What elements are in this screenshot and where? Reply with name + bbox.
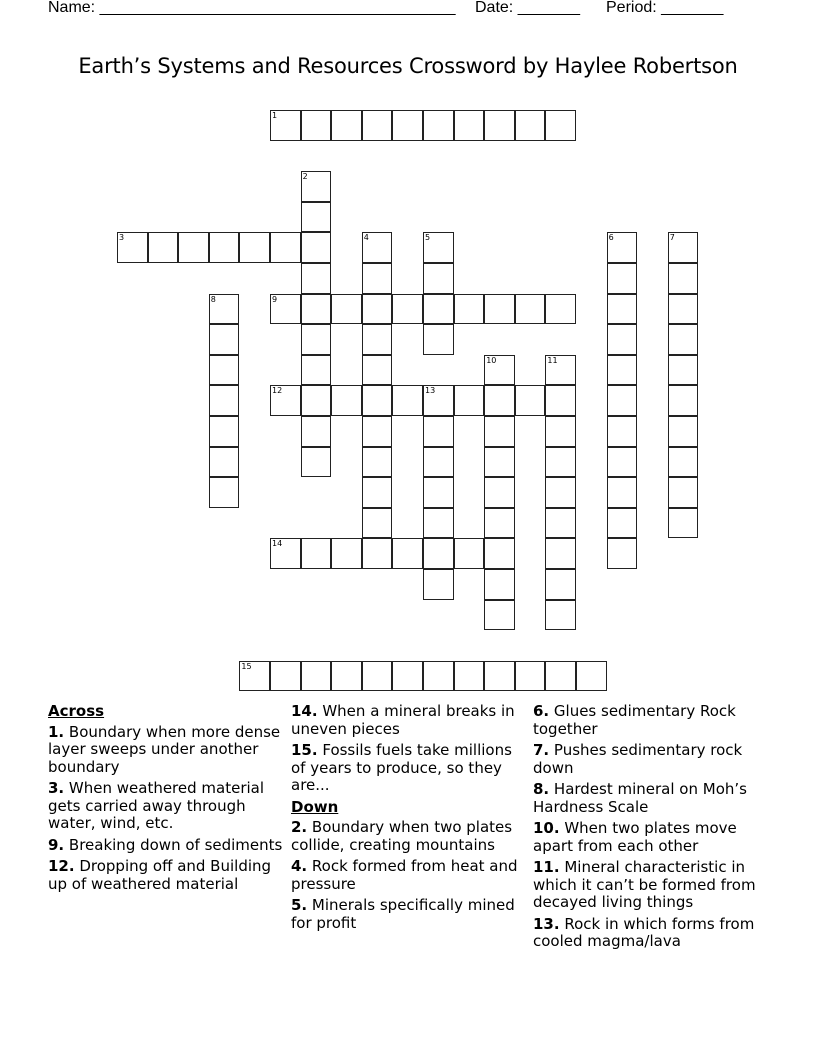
grid-cell[interactable] xyxy=(607,447,638,478)
grid-cell[interactable] xyxy=(423,263,454,294)
clue-column-3 xyxy=(533,703,769,955)
grid-cell[interactable] xyxy=(301,294,332,325)
clue-number: 12. xyxy=(48,857,75,875)
clue-number-6: 6 xyxy=(608,233,614,243)
clue-item xyxy=(48,724,284,777)
clue-number-15: 15 xyxy=(241,661,252,671)
clue-column-2 xyxy=(291,703,527,936)
clue-column-1 xyxy=(48,703,284,897)
grid-cell[interactable] xyxy=(454,110,485,141)
grid-cell[interactable] xyxy=(331,661,362,692)
grid-cell[interactable] xyxy=(362,508,393,539)
grid-cell[interactable] xyxy=(423,661,454,692)
grid-cell[interactable] xyxy=(423,110,454,141)
grid-cell[interactable] xyxy=(545,477,576,508)
grid-cell[interactable] xyxy=(209,416,240,447)
grid-cell[interactable] xyxy=(484,416,515,447)
clue-item xyxy=(48,858,284,893)
grid-cell[interactable] xyxy=(209,324,240,355)
clue-number: 5. xyxy=(291,896,308,914)
grid-cell[interactable] xyxy=(423,416,454,447)
grid-cell[interactable] xyxy=(484,110,515,141)
clue-item xyxy=(291,858,527,893)
grid-cell[interactable] xyxy=(362,447,393,478)
clue-number: 1. xyxy=(48,722,65,741)
grid-cell[interactable] xyxy=(484,385,515,416)
grid-cell[interactable] xyxy=(545,508,576,539)
clue-number: 2. xyxy=(291,818,308,836)
grid-cell[interactable] xyxy=(301,355,332,386)
grid-cell[interactable] xyxy=(301,661,332,692)
grid-cell[interactable] xyxy=(362,263,393,294)
clue-text: Rock formed from heat and pressure xyxy=(291,857,518,893)
grid-cell[interactable] xyxy=(668,385,699,416)
clue-number: 7. xyxy=(533,741,550,759)
grid-cell[interactable] xyxy=(362,232,393,263)
page-title: Earth’s Systems and Resources Crossword by Haylee Robertson xyxy=(78,54,738,78)
clue-number: 3. xyxy=(48,779,65,797)
clue-number: 11. xyxy=(533,858,560,876)
clue-number-8: 8 xyxy=(210,294,216,304)
grid-cell[interactable] xyxy=(484,447,515,478)
grid-cell[interactable] xyxy=(301,538,332,569)
clue-text: Mineral characteristic in which it can’t be formed from decayed living things xyxy=(533,858,756,911)
clue-number: 6. xyxy=(533,702,550,720)
grid-cell[interactable] xyxy=(270,661,301,692)
clue-text: Boundary when more dense layer sweeps under another boundary xyxy=(48,722,281,776)
grid-cell[interactable] xyxy=(362,385,393,416)
grid-cell[interactable] xyxy=(484,477,515,508)
grid-cell[interactable] xyxy=(209,355,240,386)
clue-item xyxy=(48,837,284,855)
grid-cell[interactable] xyxy=(423,232,454,263)
grid-cell[interactable] xyxy=(362,294,393,325)
grid-cell[interactable] xyxy=(484,294,515,325)
grid-cell[interactable] xyxy=(392,661,423,692)
grid-cell[interactable] xyxy=(331,110,362,141)
grid-cell[interactable] xyxy=(362,477,393,508)
clue-number-14: 14 xyxy=(272,539,283,549)
clue-item xyxy=(533,859,769,912)
clue-text: When weathered material gets carried away through water, wind, etc. xyxy=(48,779,265,832)
grid-cell[interactable] xyxy=(454,385,485,416)
clue-item xyxy=(533,781,769,816)
grid-cell[interactable] xyxy=(545,600,576,631)
grid-cell[interactable] xyxy=(209,477,240,508)
grid-cell[interactable] xyxy=(668,477,699,508)
grid-cell[interactable] xyxy=(576,661,607,692)
clue-number: 15. xyxy=(291,741,318,759)
grid-cell[interactable] xyxy=(301,447,332,478)
date-field: Date: _______ xyxy=(475,0,580,16)
grid-cell[interactable] xyxy=(484,569,515,600)
clue-number-13: 13 xyxy=(425,386,436,396)
grid-cell[interactable] xyxy=(301,110,332,141)
clue-item xyxy=(48,780,284,833)
clue-number: 9. xyxy=(48,835,65,854)
grid-cell[interactable] xyxy=(423,324,454,355)
clue-number-5: 5 xyxy=(425,233,431,243)
grid-cell[interactable] xyxy=(392,110,423,141)
clue-item xyxy=(533,742,769,777)
grid-cell[interactable] xyxy=(270,538,301,569)
grid-cell[interactable] xyxy=(545,416,576,447)
grid-cell[interactable] xyxy=(362,661,393,692)
across-heading: Across xyxy=(48,702,105,720)
grid-cell[interactable] xyxy=(423,385,454,416)
clue-text: Breaking down of sediments xyxy=(64,835,283,854)
grid-cell[interactable] xyxy=(607,232,638,263)
clue-number: 4. xyxy=(291,857,308,875)
clue-number-9: 9 xyxy=(272,294,278,304)
grid-cell[interactable] xyxy=(484,600,515,631)
down-heading: Down xyxy=(291,797,339,816)
clue-text: When two plates move apart from each other xyxy=(533,819,737,855)
grid-cell[interactable] xyxy=(301,263,332,294)
clue-number-7: 7 xyxy=(669,233,675,243)
grid-cell[interactable] xyxy=(545,569,576,600)
grid-cell[interactable] xyxy=(454,294,485,325)
grid-cell[interactable] xyxy=(607,324,638,355)
grid-cell[interactable] xyxy=(423,447,454,478)
grid-cell[interactable] xyxy=(392,294,423,325)
grid-cell[interactable] xyxy=(239,661,270,692)
grid-cell[interactable] xyxy=(515,385,546,416)
grid-cell[interactable] xyxy=(301,202,332,233)
grid-cell[interactable] xyxy=(484,538,515,569)
grid-cell[interactable] xyxy=(362,110,393,141)
grid-cell[interactable] xyxy=(331,294,362,325)
grid-cell[interactable] xyxy=(668,355,699,386)
clue-number-1: 1 xyxy=(272,111,278,120)
clue-number-12: 12 xyxy=(272,386,283,396)
grid-cell[interactable] xyxy=(607,508,638,539)
clue-item xyxy=(291,703,527,738)
grid-cell[interactable] xyxy=(178,232,209,263)
grid-cell[interactable] xyxy=(454,661,485,692)
grid-cell[interactable] xyxy=(331,538,362,569)
grid-cell[interactable] xyxy=(239,232,270,263)
grid-cell[interactable] xyxy=(668,294,699,325)
grid-cell[interactable] xyxy=(545,661,576,692)
grid-cell[interactable] xyxy=(423,294,454,325)
clue-text: Pushes sedimentary rock down xyxy=(533,741,743,777)
grid-cell[interactable] xyxy=(270,110,301,141)
clue-text: Glues sedimentary Rock together xyxy=(533,702,736,738)
grid-cell[interactable] xyxy=(301,171,332,202)
grid-cell[interactable] xyxy=(362,324,393,355)
grid-cell[interactable] xyxy=(148,232,179,263)
grid-cell[interactable] xyxy=(270,294,301,325)
clue-number-10: 10 xyxy=(486,355,497,365)
clue-text: Fossils fuels take millions of years to produce, so they are... xyxy=(291,741,512,794)
grid-cell[interactable] xyxy=(515,294,546,325)
grid-cell[interactable] xyxy=(301,232,332,263)
grid-cell[interactable] xyxy=(423,508,454,539)
grid-cell[interactable] xyxy=(362,538,393,569)
grid-cell[interactable] xyxy=(331,385,362,416)
clue-number: 10. xyxy=(533,819,560,837)
grid-cell[interactable] xyxy=(545,538,576,569)
clue-text: Rock in which forms from cooled magma/lava xyxy=(533,914,755,950)
grid-cell[interactable] xyxy=(362,355,393,386)
grid-cell[interactable] xyxy=(209,232,240,263)
grid-cell[interactable] xyxy=(423,538,454,569)
grid-cell[interactable] xyxy=(545,355,576,386)
clue-number: 14. xyxy=(291,702,318,720)
grid-cell[interactable] xyxy=(392,385,423,416)
clue-number-4: 4 xyxy=(363,233,369,243)
grid-cell[interactable] xyxy=(545,447,576,478)
grid-cell[interactable] xyxy=(209,385,240,416)
clue-text: When a mineral breaks in uneven pieces xyxy=(291,702,515,738)
clue-item xyxy=(291,897,527,932)
clue-text: Hardest mineral on Moh’s Hardness Scale xyxy=(533,780,747,816)
clue-number-11: 11 xyxy=(547,355,558,365)
grid-cell[interactable] xyxy=(668,508,699,539)
grid-cell[interactable] xyxy=(668,263,699,294)
clue-item xyxy=(533,703,769,738)
grid-cell[interactable] xyxy=(607,294,638,325)
clue-list xyxy=(48,703,788,1003)
grid-cell[interactable] xyxy=(362,416,393,447)
grid-cell[interactable] xyxy=(484,508,515,539)
grid-cell[interactable] xyxy=(545,294,576,325)
grid-cell[interactable] xyxy=(668,447,699,478)
grid-cell[interactable] xyxy=(117,232,148,263)
grid-cell[interactable] xyxy=(454,538,485,569)
grid-cell[interactable] xyxy=(607,416,638,447)
clue-item xyxy=(291,819,527,854)
grid-cell[interactable] xyxy=(484,355,515,386)
grid-cell[interactable] xyxy=(607,477,638,508)
period-field: Period: _______ xyxy=(606,0,724,16)
clue-text: Minerals specifically mined for profit xyxy=(291,896,515,932)
name-field: Name: ________________________________________ xyxy=(48,0,456,16)
grid-cell[interactable] xyxy=(209,294,240,325)
grid-cell[interactable] xyxy=(209,447,240,478)
grid-cell[interactable] xyxy=(607,538,638,569)
grid-cell[interactable] xyxy=(607,355,638,386)
grid-cell[interactable] xyxy=(545,110,576,141)
grid-cell[interactable] xyxy=(515,110,546,141)
grid-cell[interactable] xyxy=(668,324,699,355)
grid-cell[interactable] xyxy=(484,661,515,692)
clue-item xyxy=(533,820,769,855)
clue-item xyxy=(291,742,527,795)
grid-cell[interactable] xyxy=(270,385,301,416)
grid-cell[interactable] xyxy=(301,416,332,447)
grid-cell[interactable] xyxy=(607,263,638,294)
grid-cell[interactable] xyxy=(301,385,332,416)
grid-cell[interactable] xyxy=(392,538,423,569)
grid-cell[interactable] xyxy=(423,477,454,508)
clue-number-3: 3 xyxy=(119,233,125,243)
clue-number-2: 2 xyxy=(302,172,308,182)
grid-cell[interactable] xyxy=(515,661,546,692)
grid-cell[interactable] xyxy=(270,232,301,263)
clue-item xyxy=(533,916,769,951)
grid-cell[interactable] xyxy=(668,232,699,263)
clue-text: Dropping off and Building up of weathered material xyxy=(48,857,272,893)
grid-cell[interactable] xyxy=(545,385,576,416)
clue-number: 8. xyxy=(533,780,550,798)
grid-cell[interactable] xyxy=(423,569,454,600)
clue-number: 13. xyxy=(533,914,560,933)
grid-cell[interactable] xyxy=(607,385,638,416)
grid-cell[interactable] xyxy=(668,416,699,447)
clue-text: Boundary when two plates collide, creating mountains xyxy=(291,818,513,854)
grid-cell[interactable] xyxy=(301,324,332,355)
